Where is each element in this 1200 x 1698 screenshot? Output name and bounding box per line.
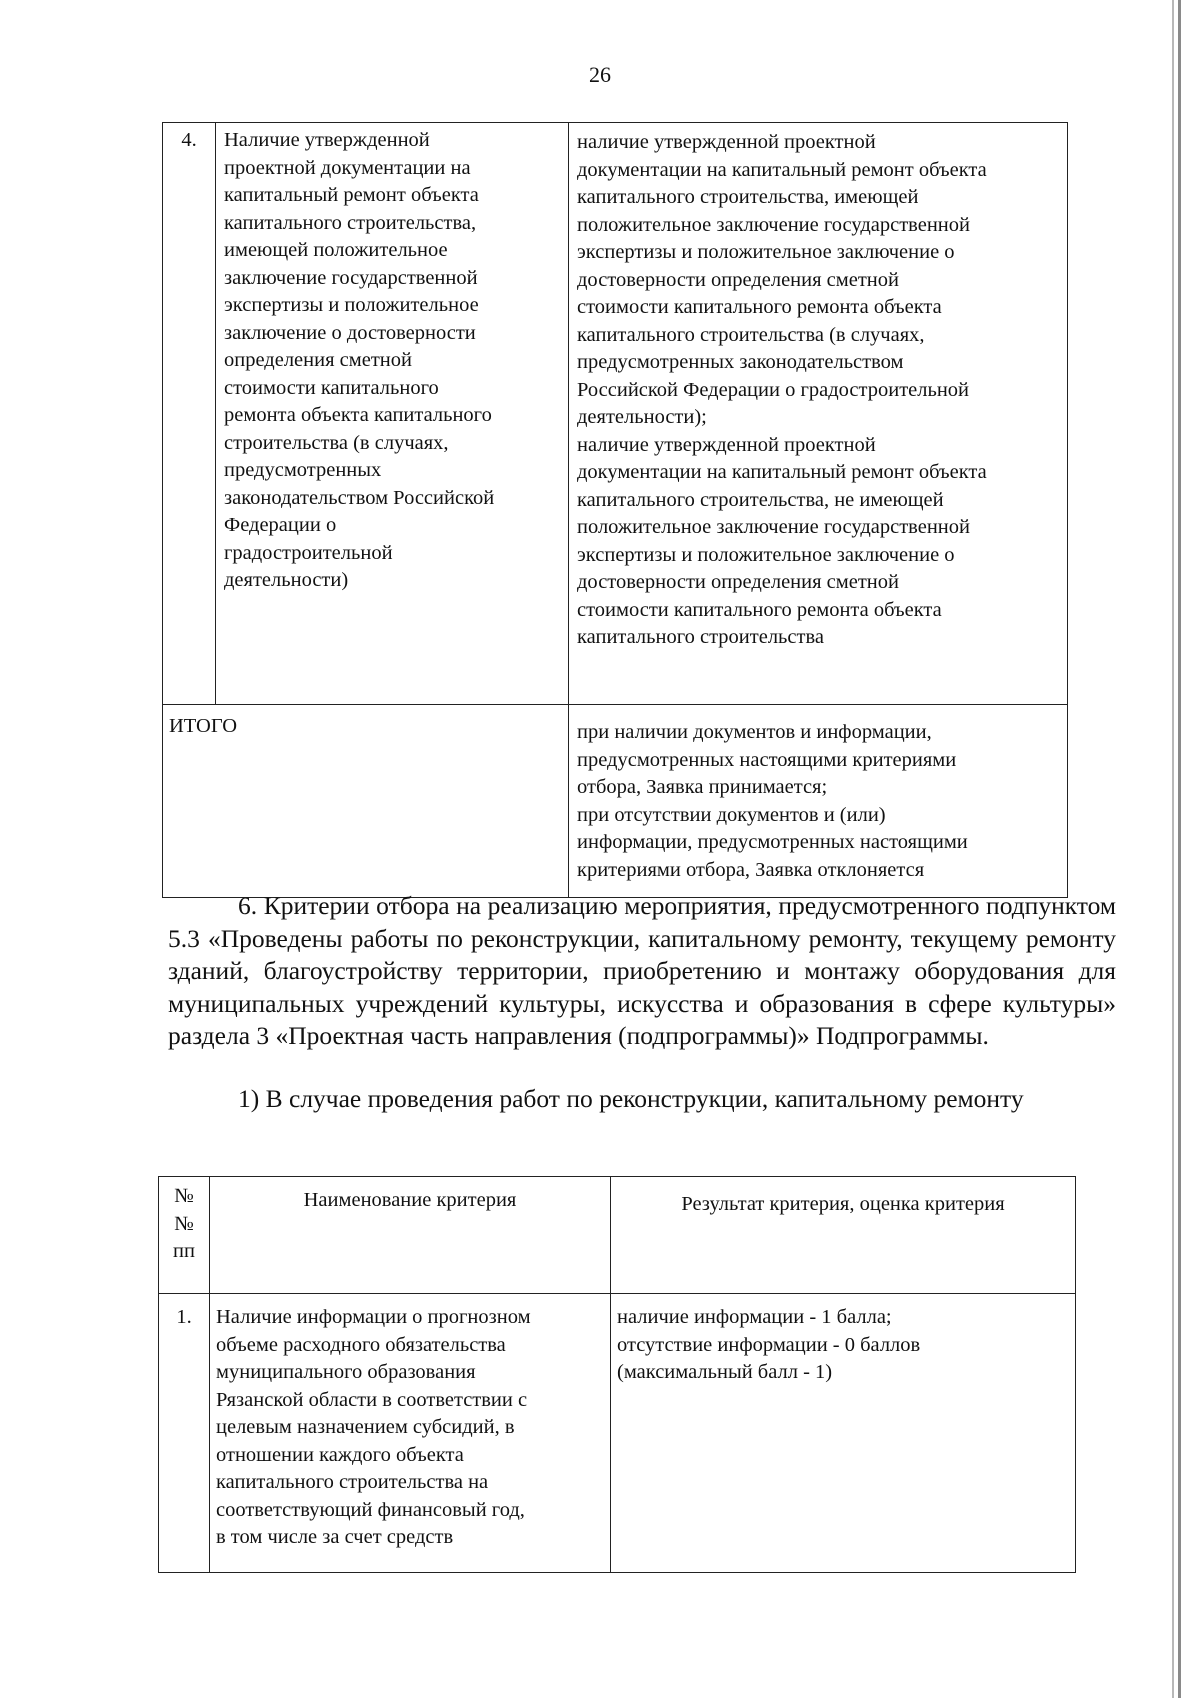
header-result (611, 1177, 1076, 1294)
criterion-result (569, 123, 1068, 705)
criterion-name (210, 1294, 611, 1573)
page-number: 26 (589, 62, 611, 87)
header-number (159, 1177, 210, 1294)
scan-edge-line (1172, 0, 1174, 1698)
criterion-result-text: наличие утвержденной проектной документации на капитальный ремонт объекта капитального строительства, имеющей положительное заключение государственной экспертизы и положительное заключение о достоверности определения сметной стоимости капитального ремонта объекта капитального строительства (в случаях, предусмотренных законодательством Российской Федерации о градостроительной деятельности); наличие утвержденной проектной документации на капитальный ремонт объекта капитального строительства, не имеющей положительное заключение государственной экспертизы и положительное заключение о достоверности определения сметной стоимости капитального ремонта объекта капитального строительства (577, 131, 987, 648)
scan-edge-line (1178, 0, 1181, 1698)
criterion-result (611, 1294, 1076, 1573)
row-number-text: 1. (176, 1306, 192, 1328)
header-number-text: № № пп (173, 1185, 195, 1262)
criteria-table (158, 1176, 1076, 1573)
section-6-paragraph: 6. Критерии отбора на реализацию мероприятия, предусмотренного подпунктом 5.3 «Проведены работы по реконструкции, капитальному ремонту, текущему ремонту зданий, благоустройству территории, приобретению и монтажу оборудования для муниципальных учреждений культуры, искусства и образования в сфере культуры» раздела 3 «Проектная часть направления (подпрограммы)» Подпрограммы. (168, 891, 1116, 1050)
criterion-name (216, 123, 569, 705)
table-row (163, 123, 1068, 705)
row-number-text: 4. (181, 129, 197, 151)
total-result (569, 705, 1068, 898)
total-label (163, 705, 569, 898)
row-number (163, 123, 216, 705)
table-row (159, 1294, 1076, 1573)
criterion-name-text: Наличие информации о прогнозном объеме расходного обязательства муниципального образования Рязанской области в соответствии с целевым назначением субсидий, в отношении каждого объекта капитального строительства на соответствующий финансовый год, в том числе за счет средств (216, 1306, 531, 1548)
table-header-row (159, 1177, 1076, 1294)
total-label-text: ИТОГО (169, 715, 238, 737)
header-name-text: Наименование критерия (303, 1189, 517, 1211)
total-result-text: при наличии документов и информации, предусмотренных настоящими критериями отбора, Заявка принимается; при отсутствии документов и (или) информации, предусмотренных настоящими критериями отбора, Заявка отклоняется (577, 721, 968, 881)
header-name (210, 1177, 611, 1294)
criterion-name-text: Наличие утвержденной проектной документации на капитальный ремонт объекта капитального строительства, имеющей положительное заключение государственной экспертизы и положительное заключение о достоверности определения сметной стоимости капитального ремонта объекта капитального строительства (в случаях, предусмотренных законодательством Российской Федерации о градостроительной деятельности) (224, 129, 495, 591)
criteria-table-continued (162, 122, 1068, 898)
subparagraph-1: 1) В случае проведения работ по реконструкции, капитальному ремонту (238, 1084, 1024, 1113)
table-row-total (163, 705, 1068, 898)
header-result-text: Результат критерия, оценка критерия (681, 1193, 1005, 1215)
criterion-result-text: наличие информации - 1 балла; отсутствие информации - 0 баллов (максимальный балл - 1) (617, 1306, 921, 1383)
row-number (159, 1294, 210, 1573)
